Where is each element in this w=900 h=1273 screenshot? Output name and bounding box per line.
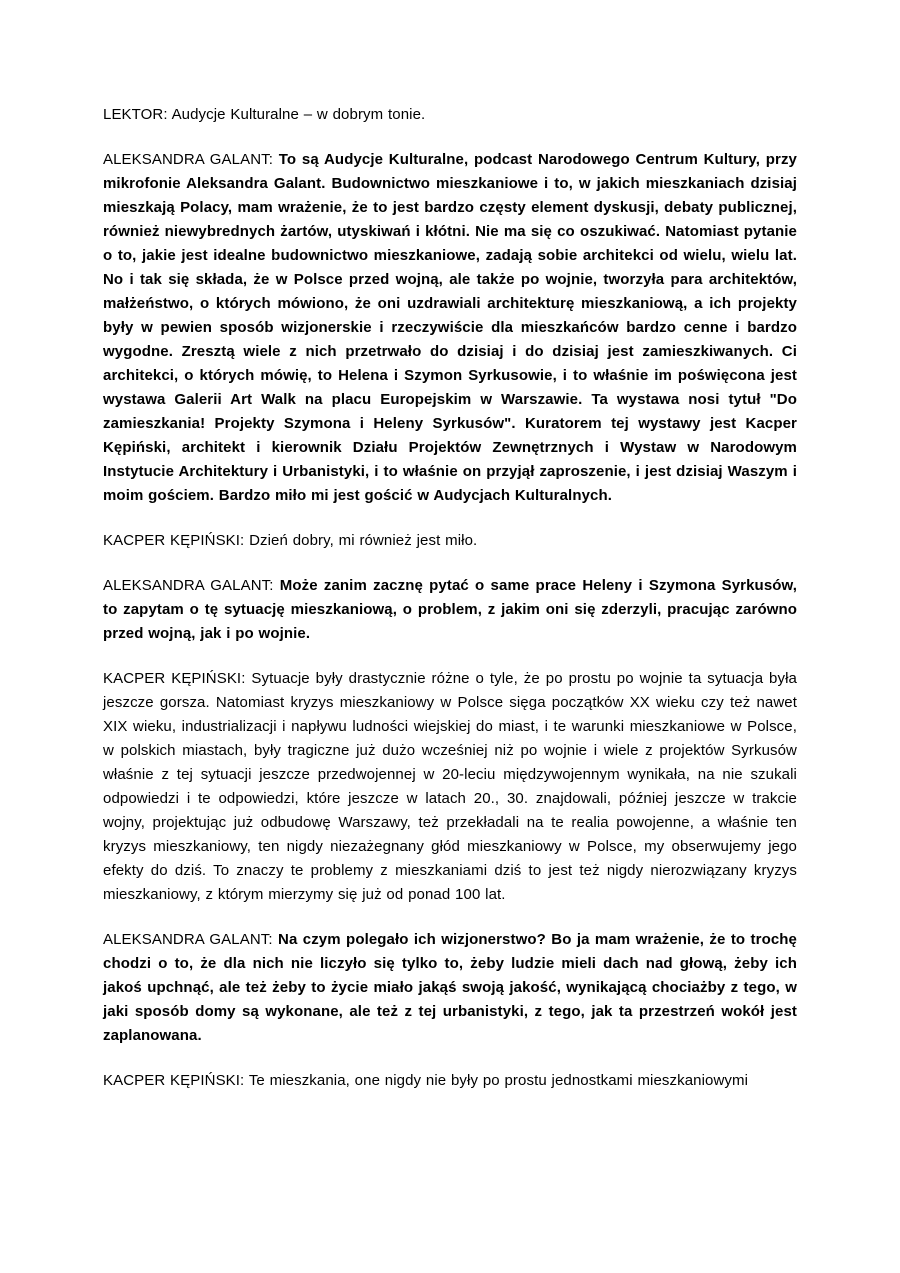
transcript-paragraph <box>103 148 797 508</box>
transcript-paragraph <box>103 667 797 907</box>
speech-text: Na czym polegało ich wizjonerstwo? Bo ja mam wrażenie, że to trochę chodzi o to, że dla nich nie liczyło się tylko to, żeby ludzie mieli dach nad głową, żeby ich jakoś upchnąć, ale też żeby to życie miało jakąś swoją jakość, wynikającą chociażby z tego, w jaki sposób domy są wykonane, ale też z tej urbanistyki, z tego, jak ta przestrzeń wokół jest zaplanowana. <box>103 931 798 1044</box>
speaker-label: KACPER KĘPIŃSKI: <box>103 1072 249 1089</box>
speaker-label: KACPER KĘPIŃSKI: <box>103 670 252 687</box>
speech-text: Dzień dobry, mi również jest miło. <box>249 532 478 549</box>
transcript <box>103 103 797 1093</box>
speech-text: Te mieszkania, one nigdy nie były po prostu jednostkami mieszkaniowymi <box>248 1072 749 1089</box>
transcript-paragraph <box>103 928 797 1048</box>
transcript-paragraph <box>103 1069 797 1093</box>
speaker-label: KACPER KĘPIŃSKI: <box>103 532 250 549</box>
speaker-label: LEKTOR: <box>103 106 172 123</box>
speech-text: Może zanim zacznę pytać o same prace Heleny i Szymona Syrkusów, to zapytam o tę sytuację mieszkaniową, o problem, z jakim oni się zderzyli, pracując zarówno przed wojną, jak i po wojnie. <box>103 577 798 642</box>
speech-text: To są Audycje Kulturalne, podcast Narodowego Centrum Kultury, przy mikrofonie Aleksandra Galant. Budownictwo mieszkaniowe i to, w jakich mieszkaniach dzisiaj mieszkają Polacy, mam wrażenie, że to jest bardzo częsty element dyskusji, debaty publicznej, również niewybrednych żartów, utyskiwań i kłótni. Nie ma się co oszukiwać. Natomiast pytanie o to, jakie jest idealne budownictwo mieszkaniowe, zadają sobie architekci od wielu, wielu lat. No i tak się składa, że w Polsce przed wojną, ale także po wojnie, tworzyła para architektów, małżeństwo, o których mówiono, że oni uzdrawiali architekturę mieszkaniową, a ich projekty były w pewien sposób wizjonerskie i rzeczywiście dla mieszkańców bardzo cenne i bardzo wygodne. Zresztą wiele z nich przetrwało do dzisiaj i do dzisiaj jest zamieszkiwanych. Ci architekci, o których mówię, to Helena i Szymon Syrkusowie, i to właśnie im poświęcona jest wystawa Galerii Art Walk na placu Europejskim w Warszawie. Ta wystawa nosi tytuł "Do zamieszkania! Projekty Szymona i Heleny Syrkusów". Kuratorem tej wystawy jest Kacper Kępiński, architekt i kierownik Działu Projektów Zewnętrznych i Wystaw w Narodowym Instytucie Architektury i Urbanistyki, i to właśnie on przyjął zaproszenie, i jest dzisiaj Waszym i moim gościem. Bardzo miło mi jest gościć w Audycjach Kulturalnych. <box>103 151 797 504</box>
speaker-label: ALEKSANDRA GALANT: <box>103 577 280 594</box>
speaker-label: ALEKSANDRA GALANT: <box>103 931 279 948</box>
speech-text: Audycje Kulturalne – w dobrym tonie. <box>171 106 426 123</box>
speech-text: Sytuacje były drastycznie różne o tyle, że po prostu po wojnie ta sytuacja była jeszcze gorsza. Natomiast kryzys mieszkaniowy w Polsce sięga początków XX wieku czy też nawet XIX wieku, industrializacji i napływu ludności wiejskiej do miast, i te warunki mieszkaniowe w Polsce, w polskich miastach, były tragiczne już dużo wcześniej niż po wojnie i wiele z projektów Syrkusów właśnie z tej sytuacji jeszcze przedwojennej w 20-leciu międzywojennym wynikała, na nie szukali odpowiedzi i te odpowiedzi, które jeszcze w latach 20., 30. znajdowali, później jeszcze w trakcie wojny, projektując już odbudowę Warszawy, też przekładali na te realia powojenne, a właśnie ten kryzys mieszkaniowy, ten nigdy niezażegnany głód mieszkaniowy w Polsce, my obserwujemy jego efekty do dziś. To znaczy te problemy z mieszkaniami dziś to jest też nigdy nierozwiązany kryzys mieszkaniowy, z którym mierzymy się już od ponad 100 lat. <box>103 670 797 903</box>
transcript-paragraph <box>103 103 797 127</box>
transcript-paragraph <box>103 529 797 553</box>
transcript-paragraph <box>103 574 797 646</box>
speaker-label: ALEKSANDRA GALANT: <box>103 151 279 168</box>
